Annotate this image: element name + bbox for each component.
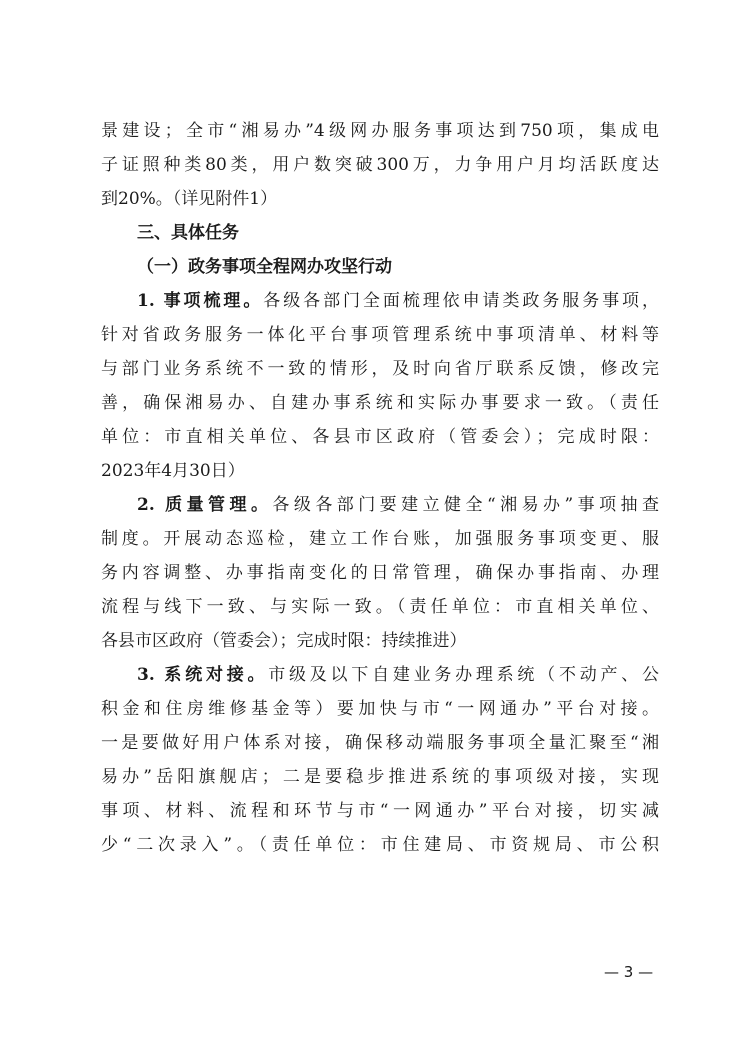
item-text: 各级各部门全面梳理依申请类政务服务事项，	[263, 291, 659, 311]
item-title: 1. 事项梳理。	[137, 291, 264, 311]
item-title: 3. 系统对接。	[137, 665, 269, 685]
text-line: 易办”岳阳旗舰店；二是要稳步推进系统的事项级对接，实现	[101, 767, 659, 787]
text-line: 2023年4月30日）	[101, 461, 245, 481]
item-first-line	[101, 658, 659, 692]
document-body	[101, 114, 659, 862]
text-line: 针对省政务服务一体化平台事项管理系统中事项清单、材料等	[101, 325, 659, 345]
item-first-line	[101, 488, 659, 522]
section-heading: 三、具体任务	[137, 223, 239, 243]
item-text: 各级各部门要建立健全“湘易办”事项抽查	[272, 495, 659, 515]
text-line: 到20%。（详见附件1）	[101, 189, 278, 209]
item-first-line	[101, 284, 659, 318]
text-line: 积金和住房维修基金等）要加快与市“一网通办”平台对接。	[101, 699, 659, 719]
text-line: 景建设；全市“湘易办”4级网办服务事项达到750项，集成电	[101, 121, 659, 141]
text-line: 善，确保湘易办、自建办事系统和实际办事要求一致。（责任	[101, 393, 659, 413]
text-line: 事项、材料、流程和环节与市“一网通办”平台对接，切实减	[101, 801, 659, 821]
text-line: 子证照种类80类，用户数突破300万，力争用户月均活跃度达	[101, 155, 659, 175]
text-line: 各县市区政府（管委会）；完成时限：持续推进）	[101, 631, 467, 651]
text-line: 与部门业务系统不一致的情形，及时向省厅联系反馈，修改完	[101, 359, 659, 379]
text-line: 务内容调整、办事指南变化的日常管理，确保办事指南、办理	[101, 563, 659, 583]
text-line: 单位：市直相关单位、各县市区政府（管委会）；完成时限：	[101, 427, 659, 447]
text-line: 一是要做好用户体系对接，确保移动端服务事项全量汇聚至“湘	[101, 733, 659, 753]
item-text: 市级及以下自建业务办理系统（不动产、公	[268, 665, 659, 685]
text-line: 流程与线下一致、与实际一致。（责任单位：市直相关单位、	[101, 597, 659, 617]
text-line: 少“二次录入”。（责任单位：市住建局、市资规局、市公积	[101, 835, 659, 855]
item-title: 2. 质量管理。	[137, 495, 273, 515]
text-line: 制度。开展动态巡检，建立工作台账，加强服务事项变更、服	[101, 529, 659, 549]
subsection-heading: （一）政务事项全程网办攻坚行动	[137, 257, 392, 277]
page-number: — 3 —	[604, 963, 654, 981]
